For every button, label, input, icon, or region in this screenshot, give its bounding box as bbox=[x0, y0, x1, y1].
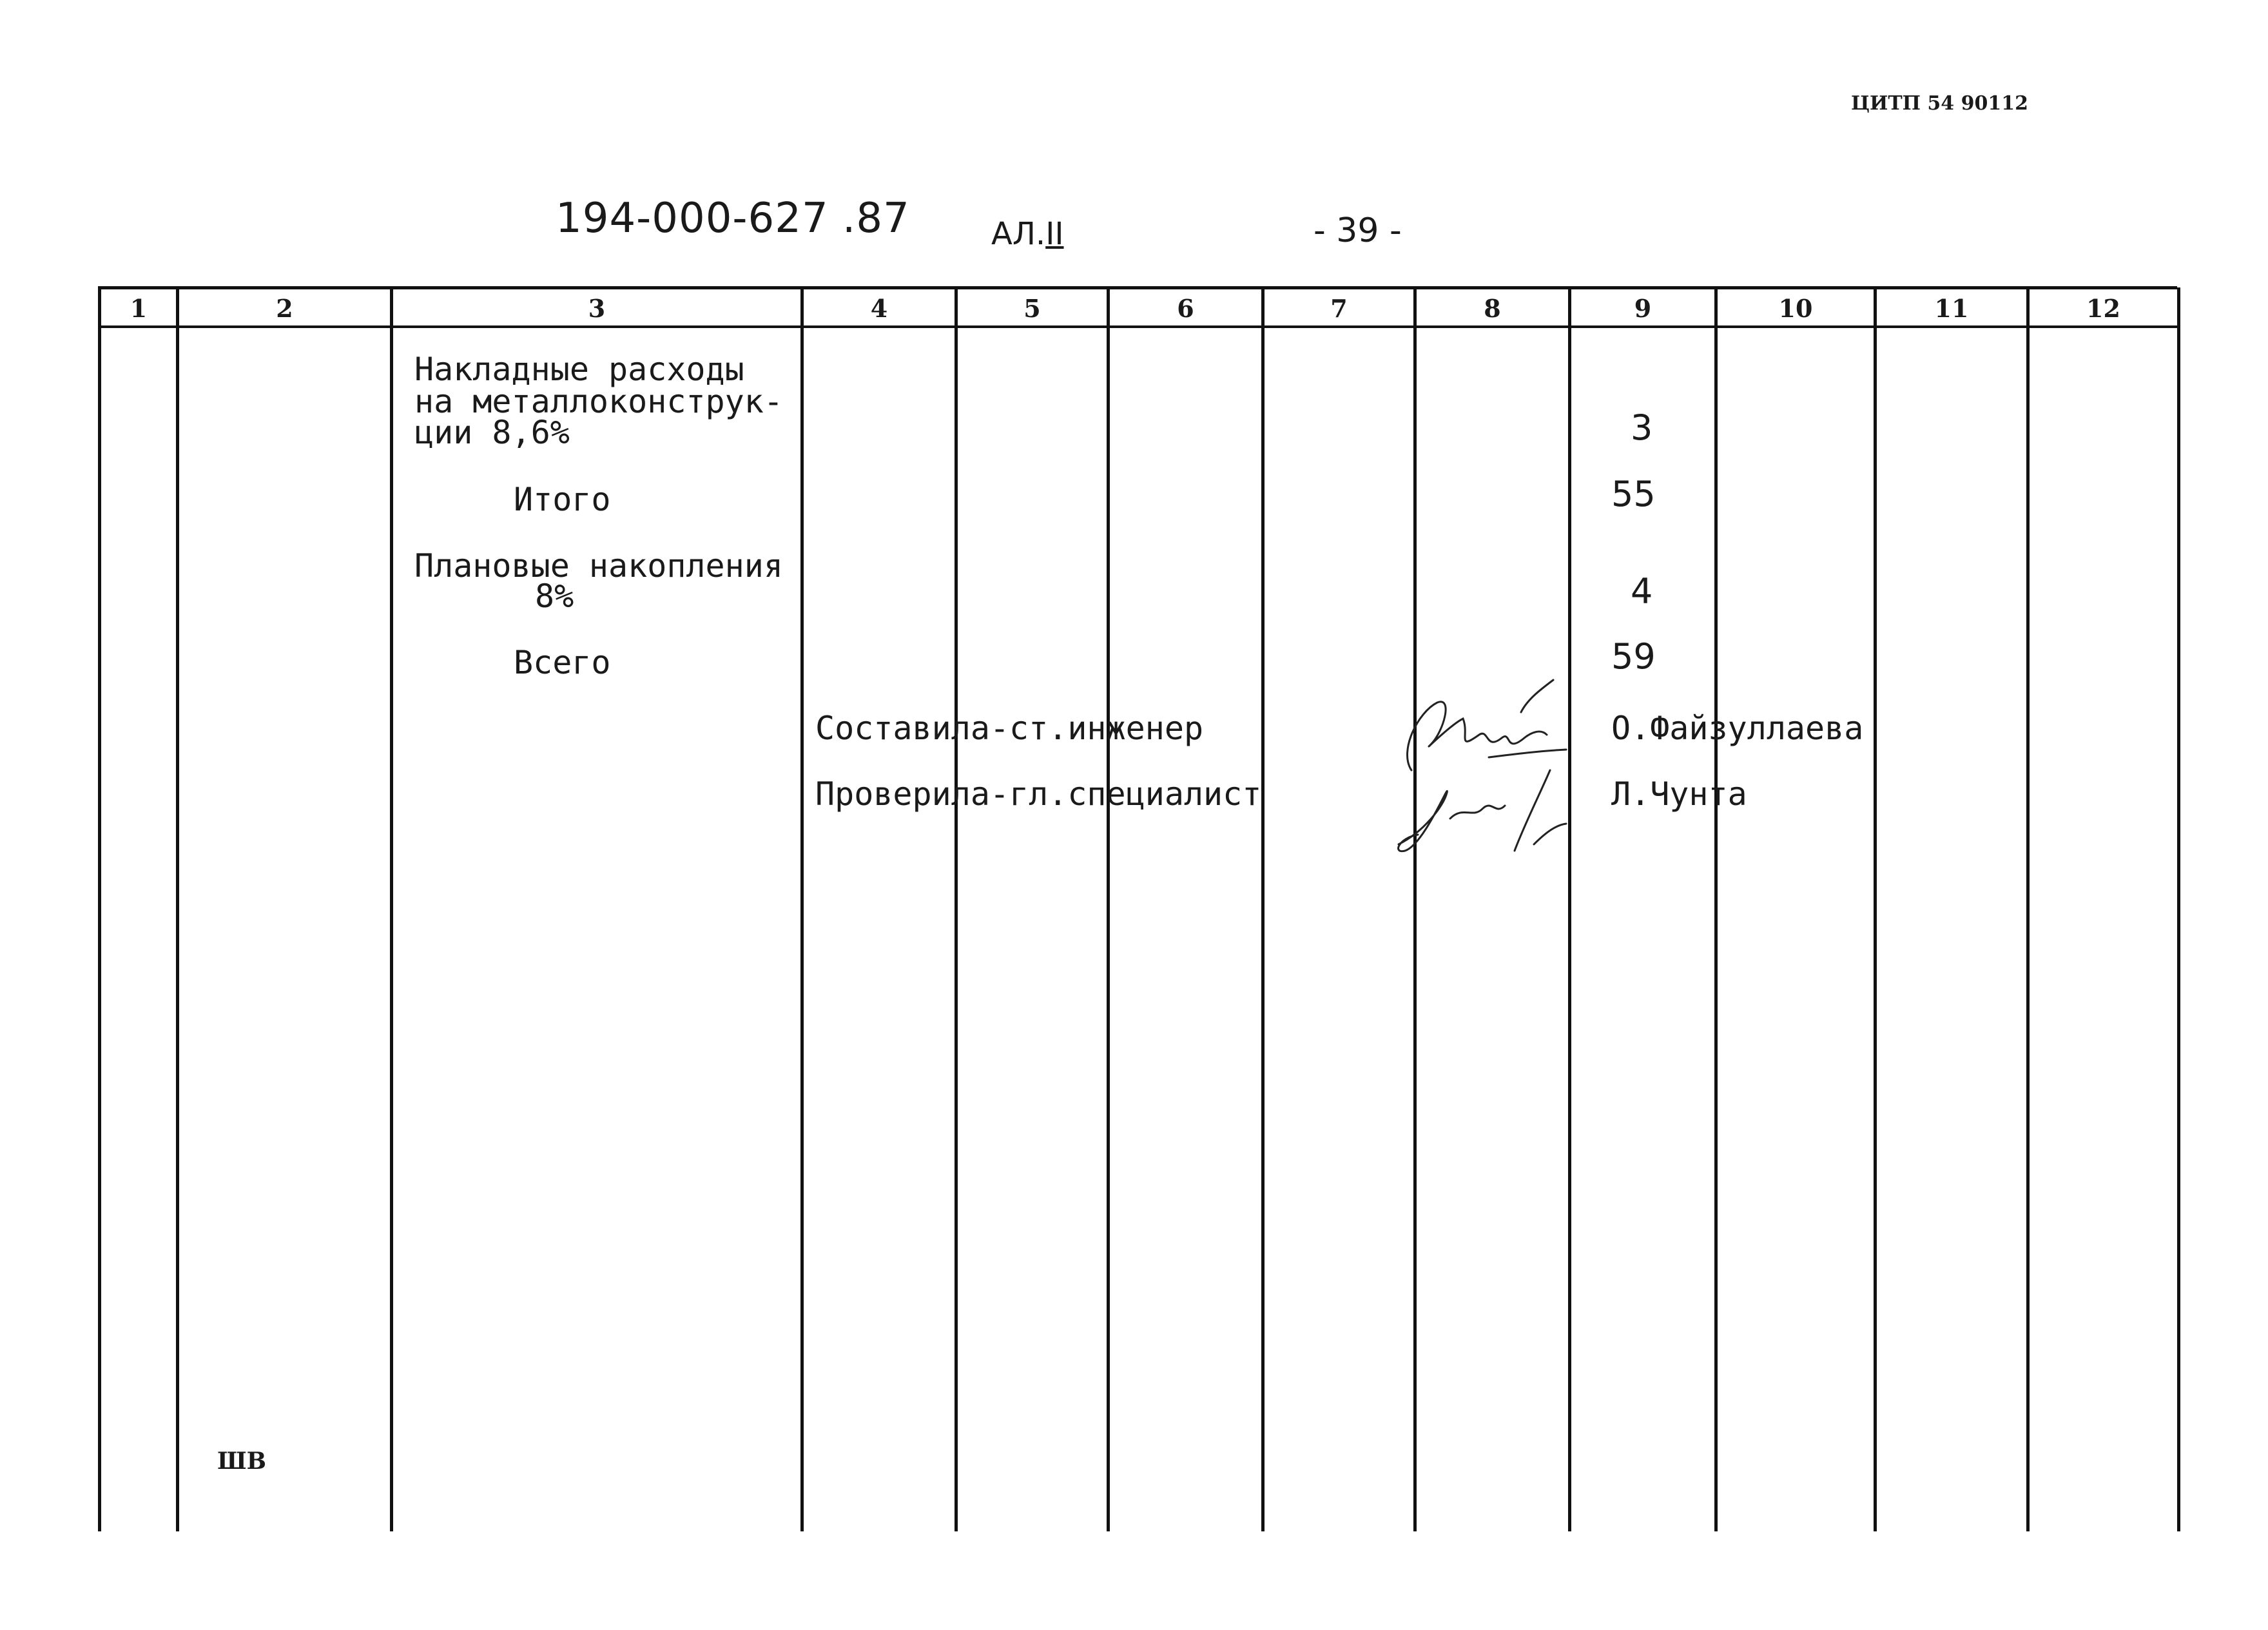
col-divider bbox=[800, 287, 804, 1531]
col-divider bbox=[176, 287, 179, 1531]
col-divider bbox=[2177, 287, 2180, 1531]
row-total-label: Всего bbox=[514, 644, 611, 681]
col-header: 5 bbox=[1023, 294, 1041, 323]
table-header-border bbox=[98, 325, 2177, 328]
document-code: 194-000-627 .87 bbox=[556, 195, 910, 242]
table-top-border bbox=[98, 286, 2177, 289]
col-header: 4 bbox=[870, 294, 888, 323]
page-number: - 39 - bbox=[1313, 211, 1402, 250]
col-header: 2 bbox=[276, 294, 293, 323]
row-planned-line-1: Плановые накопления bbox=[414, 547, 783, 585]
col-header: 3 bbox=[588, 294, 606, 323]
sheet-label bbox=[991, 216, 1064, 252]
col-divider bbox=[2026, 287, 2030, 1531]
col-divider bbox=[955, 287, 958, 1531]
signoff-checked-name: Л.Чунта bbox=[1611, 775, 1747, 813]
col-header: 12 bbox=[2086, 294, 2120, 323]
col-header: 6 bbox=[1177, 294, 1194, 323]
row-subtotal-label: Итого bbox=[514, 481, 611, 518]
col-header: 10 bbox=[1778, 294, 1813, 323]
row-overhead-line-2: на металлоконструк- bbox=[414, 383, 783, 420]
signature-checked bbox=[1386, 754, 1579, 864]
col-divider bbox=[1568, 287, 1571, 1531]
col-divider bbox=[1714, 287, 1718, 1531]
row-subtotal-value: 55 bbox=[1611, 474, 1656, 514]
row-overhead-value: 3 bbox=[1631, 407, 1653, 448]
row-planned-line-2: 8% bbox=[535, 577, 574, 615]
corner-mark: ШВ bbox=[217, 1448, 267, 1475]
col-divider bbox=[390, 287, 393, 1531]
col-divider bbox=[1874, 287, 1877, 1531]
sheet-prefix: АЛ. bbox=[991, 216, 1046, 252]
stamp-code: ЦИТП 54 90112 bbox=[1851, 92, 2028, 115]
row-overhead-line-3: ции 8,6% bbox=[414, 414, 570, 451]
col-header: 9 bbox=[1634, 294, 1652, 323]
row-total-value: 59 bbox=[1611, 636, 1656, 677]
col-divider bbox=[1261, 287, 1265, 1531]
row-planned-value: 4 bbox=[1631, 571, 1653, 612]
col-divider bbox=[98, 287, 101, 1531]
row-overhead-line-1: Накладные расходы bbox=[414, 351, 744, 388]
col-divider bbox=[1107, 287, 1110, 1531]
signoff-checked-role: Проверила-гл.специалист bbox=[815, 775, 1262, 813]
col-divider bbox=[1413, 287, 1417, 1531]
col-header: 7 bbox=[1330, 294, 1348, 323]
col-header: 1 bbox=[130, 294, 148, 323]
col-header: 11 bbox=[1934, 294, 1969, 323]
sheet-roman: II bbox=[1045, 216, 1064, 252]
signoff-compiled-role: Составила-ст.инженер bbox=[815, 710, 1204, 747]
col-header: 8 bbox=[1484, 294, 1501, 323]
signoff-compiled-name: О.Файзуллаева bbox=[1611, 710, 1864, 747]
